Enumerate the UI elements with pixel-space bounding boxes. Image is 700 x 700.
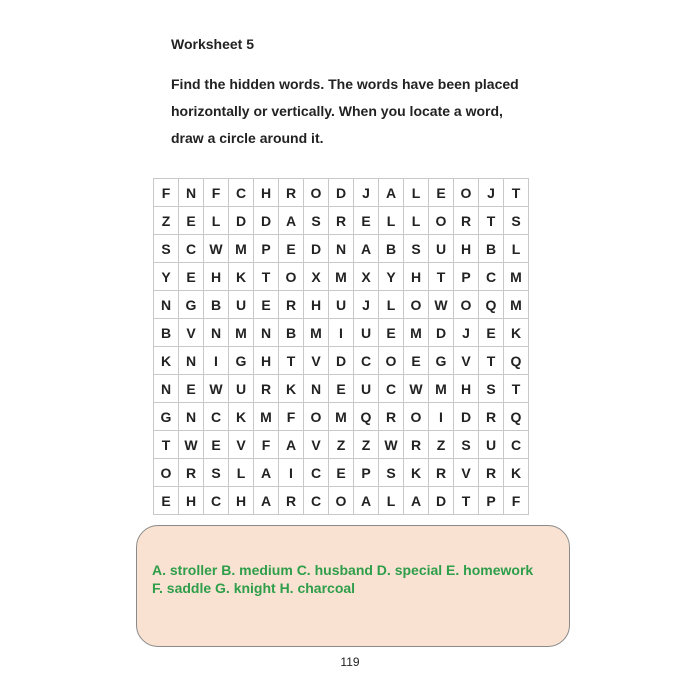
grid-cell[interactable]: T <box>254 263 279 291</box>
grid-cell[interactable]: K <box>504 459 529 487</box>
grid-cell[interactable]: U <box>329 291 354 319</box>
grid-row <box>154 235 529 263</box>
grid-cell[interactable]: R <box>479 459 504 487</box>
grid-row <box>154 347 529 375</box>
instructions <box>171 71 571 152</box>
grid-cell[interactable]: S <box>454 431 479 459</box>
grid-cell[interactable]: N <box>179 347 204 375</box>
grid-cell[interactable]: C <box>479 263 504 291</box>
grid-cell[interactable]: N <box>154 291 179 319</box>
grid-cell[interactable]: C <box>304 487 329 515</box>
grid-cell[interactable]: V <box>454 347 479 375</box>
grid-cell[interactable]: D <box>329 347 354 375</box>
grid-cell[interactable]: H <box>254 179 279 207</box>
grid-cell[interactable]: E <box>179 207 204 235</box>
grid-row <box>154 319 529 347</box>
grid-cell[interactable]: S <box>479 375 504 403</box>
grid-cell[interactable]: H <box>179 487 204 515</box>
grid-cell[interactable]: Q <box>504 403 529 431</box>
grid-cell[interactable]: I <box>329 319 354 347</box>
grid-cell[interactable]: M <box>329 263 354 291</box>
grid-cell[interactable]: I <box>429 403 454 431</box>
grid-cell[interactable]: E <box>279 235 304 263</box>
grid-cell[interactable]: M <box>304 319 329 347</box>
grid-cell[interactable]: M <box>429 375 454 403</box>
grid-cell[interactable]: J <box>354 179 379 207</box>
grid-cell[interactable]: F <box>279 403 304 431</box>
grid-row <box>154 207 529 235</box>
grid-cell[interactable]: R <box>479 403 504 431</box>
grid-cell[interactable]: O <box>304 403 329 431</box>
grid-cell[interactable]: N <box>179 179 204 207</box>
grid-cell[interactable]: Z <box>154 207 179 235</box>
grid-cell[interactable]: A <box>254 459 279 487</box>
grid-cell[interactable]: S <box>304 207 329 235</box>
grid-cell[interactable]: Q <box>479 291 504 319</box>
grid-cell[interactable]: A <box>379 179 404 207</box>
grid-cell[interactable]: S <box>504 207 529 235</box>
grid-cell[interactable]: E <box>204 431 229 459</box>
grid-cell[interactable]: C <box>379 375 404 403</box>
grid-cell[interactable]: T <box>454 487 479 515</box>
grid-cell[interactable]: M <box>404 319 429 347</box>
grid-cell[interactable]: K <box>279 375 304 403</box>
grid-row <box>154 431 529 459</box>
word-list <box>152 561 533 597</box>
grid-cell[interactable]: L <box>379 291 404 319</box>
grid-cell[interactable]: R <box>429 459 454 487</box>
grid-cell[interactable]: D <box>304 235 329 263</box>
grid-cell[interactable]: W <box>404 375 429 403</box>
grid-cell[interactable]: J <box>479 179 504 207</box>
grid-cell[interactable]: Z <box>354 431 379 459</box>
grid-cell[interactable]: M <box>504 263 529 291</box>
grid-row <box>154 459 529 487</box>
grid-cell[interactable]: R <box>329 207 354 235</box>
grid-cell[interactable]: S <box>204 459 229 487</box>
page-number: 119 <box>340 655 360 669</box>
grid-cell[interactable]: I <box>204 347 229 375</box>
grid-cell[interactable]: U <box>354 375 379 403</box>
grid-cell[interactable]: E <box>329 459 354 487</box>
grid-cell[interactable]: W <box>379 431 404 459</box>
grid-cell[interactable]: V <box>304 431 329 459</box>
grid-cell[interactable]: R <box>379 403 404 431</box>
grid-cell[interactable]: B <box>479 235 504 263</box>
grid-cell[interactable]: L <box>504 235 529 263</box>
grid-cell[interactable]: P <box>479 487 504 515</box>
grid-cell[interactable]: O <box>379 347 404 375</box>
grid-cell[interactable]: H <box>454 235 479 263</box>
grid-cell[interactable]: H <box>404 263 429 291</box>
grid-cell[interactable]: F <box>154 179 179 207</box>
grid-cell[interactable]: R <box>179 459 204 487</box>
grid-cell[interactable]: L <box>204 207 229 235</box>
grid-cell[interactable]: B <box>279 319 304 347</box>
grid-cell[interactable]: E <box>179 263 204 291</box>
grid-cell[interactable]: C <box>304 459 329 487</box>
grid-cell[interactable]: O <box>454 291 479 319</box>
grid-cell[interactable]: S <box>379 459 404 487</box>
grid-cell[interactable]: X <box>354 263 379 291</box>
word-list-line: A. stroller B. medium C. husband D. special E. homework <box>152 562 534 578</box>
grid-cell[interactable]: O <box>429 207 454 235</box>
grid-cell[interactable]: O <box>279 263 304 291</box>
grid-cell[interactable]: R <box>279 179 304 207</box>
grid-cell[interactable]: T <box>154 431 179 459</box>
grid-cell[interactable]: H <box>229 487 254 515</box>
grid-cell[interactable]: W <box>204 235 229 263</box>
grid-cell[interactable]: A <box>404 487 429 515</box>
grid-cell[interactable]: N <box>329 235 354 263</box>
grid-cell[interactable]: Q <box>504 347 529 375</box>
grid-cell[interactable]: C <box>179 235 204 263</box>
grid-cell[interactable]: L <box>379 487 404 515</box>
grid-cell[interactable]: E <box>404 347 429 375</box>
grid-cell[interactable]: O <box>404 403 429 431</box>
grid-cell[interactable]: E <box>254 291 279 319</box>
grid-cell[interactable]: K <box>404 459 429 487</box>
grid-cell[interactable]: R <box>404 431 429 459</box>
grid-cell[interactable]: O <box>154 459 179 487</box>
grid-cell[interactable]: T <box>504 179 529 207</box>
grid-cell[interactable]: V <box>179 319 204 347</box>
grid-cell[interactable]: F <box>254 431 279 459</box>
grid-cell[interactable]: P <box>354 459 379 487</box>
grid-cell[interactable]: C <box>204 403 229 431</box>
grid-cell[interactable]: A <box>354 235 379 263</box>
grid-row <box>154 487 529 515</box>
grid-cell[interactable]: A <box>354 487 379 515</box>
grid-cell[interactable]: G <box>179 291 204 319</box>
grid-cell[interactable]: L <box>379 207 404 235</box>
grid-cell[interactable]: D <box>329 179 354 207</box>
grid-cell[interactable]: H <box>254 347 279 375</box>
grid-cell[interactable]: E <box>154 487 179 515</box>
grid-cell[interactable]: E <box>354 207 379 235</box>
grid-cell[interactable]: X <box>304 263 329 291</box>
grid-cell[interactable]: R <box>254 375 279 403</box>
grid-cell[interactable]: L <box>404 207 429 235</box>
grid-cell[interactable]: M <box>229 235 254 263</box>
grid-cell[interactable]: R <box>454 207 479 235</box>
grid-cell[interactable]: U <box>354 319 379 347</box>
grid-cell[interactable]: K <box>504 319 529 347</box>
grid-cell[interactable]: O <box>304 179 329 207</box>
grid-cell[interactable]: H <box>204 263 229 291</box>
grid-cell[interactable]: Y <box>379 263 404 291</box>
grid-cell[interactable]: S <box>404 235 429 263</box>
grid-cell[interactable]: U <box>229 291 254 319</box>
grid-cell[interactable]: G <box>429 347 454 375</box>
grid-cell[interactable]: D <box>254 207 279 235</box>
grid-cell[interactable]: O <box>454 179 479 207</box>
grid-cell[interactable]: M <box>329 403 354 431</box>
grid-cell[interactable]: O <box>329 487 354 515</box>
grid-cell[interactable]: D <box>429 319 454 347</box>
grid-cell[interactable]: N <box>204 319 229 347</box>
grid-cell[interactable]: L <box>229 459 254 487</box>
grid-cell[interactable]: N <box>179 403 204 431</box>
grid-cell[interactable]: J <box>354 291 379 319</box>
grid-cell[interactable]: N <box>254 319 279 347</box>
grid-cell[interactable]: E <box>479 319 504 347</box>
grid-cell[interactable]: J <box>454 319 479 347</box>
grid-cell[interactable]: N <box>154 375 179 403</box>
grid-cell[interactable]: F <box>204 179 229 207</box>
grid-row <box>154 375 529 403</box>
grid-cell[interactable]: A <box>279 431 304 459</box>
grid-cell[interactable]: R <box>279 487 304 515</box>
instruction-line: horizontally or vertically. When you locate a word, <box>171 103 503 119</box>
grid-cell[interactable]: W <box>429 291 454 319</box>
grid-cell[interactable]: O <box>404 291 429 319</box>
grid-cell[interactable]: Z <box>429 431 454 459</box>
grid-cell[interactable]: C <box>504 431 529 459</box>
grid-cell[interactable]: S <box>154 235 179 263</box>
grid-cell[interactable]: H <box>304 291 329 319</box>
grid-row <box>154 403 529 431</box>
grid-cell[interactable]: A <box>279 207 304 235</box>
grid-cell[interactable]: C <box>229 179 254 207</box>
grid-cell[interactable]: T <box>479 347 504 375</box>
grid-cell[interactable]: V <box>454 459 479 487</box>
grid-cell[interactable]: H <box>454 375 479 403</box>
grid-cell[interactable]: P <box>254 235 279 263</box>
grid-cell[interactable]: T <box>279 347 304 375</box>
grid-cell[interactable]: V <box>304 347 329 375</box>
grid-cell[interactable]: D <box>454 403 479 431</box>
grid-cell[interactable]: C <box>354 347 379 375</box>
grid-cell[interactable]: G <box>229 347 254 375</box>
grid-cell[interactable]: E <box>179 375 204 403</box>
grid-cell[interactable]: T <box>504 375 529 403</box>
grid-cell[interactable]: P <box>454 263 479 291</box>
grid-cell[interactable]: E <box>329 375 354 403</box>
grid-cell[interactable]: W <box>179 431 204 459</box>
grid-cell[interactable]: D <box>229 207 254 235</box>
grid-cell[interactable]: N <box>304 375 329 403</box>
grid-cell[interactable]: U <box>479 431 504 459</box>
grid-cell[interactable]: D <box>429 487 454 515</box>
grid-cell[interactable]: B <box>379 235 404 263</box>
grid-cell[interactable]: M <box>229 319 254 347</box>
grid-cell[interactable]: Z <box>329 431 354 459</box>
grid-cell[interactable]: K <box>229 403 254 431</box>
grid-cell[interactable]: F <box>504 487 529 515</box>
grid-cell[interactable]: M <box>504 291 529 319</box>
grid-cell[interactable]: V <box>229 431 254 459</box>
grid-cell[interactable]: U <box>429 235 454 263</box>
grid-cell[interactable]: T <box>479 207 504 235</box>
worksheet-title: Worksheet 5 <box>171 36 254 52</box>
word-search-grid <box>153 178 529 515</box>
instruction-line: Find the hidden words. The words have been placed <box>171 76 519 92</box>
grid-cell[interactable]: E <box>379 319 404 347</box>
grid-cell[interactable]: G <box>154 403 179 431</box>
instruction-line: draw a circle around it. <box>171 130 324 146</box>
grid-cell[interactable]: B <box>154 319 179 347</box>
grid-cell[interactable]: C <box>204 487 229 515</box>
grid-row <box>154 291 529 319</box>
word-list-line: F. saddle G. knight H. charcoal <box>152 580 356 596</box>
grid-cell[interactable]: M <box>254 403 279 431</box>
grid-cell[interactable]: W <box>204 375 229 403</box>
grid-cell[interactable]: Q <box>354 403 379 431</box>
grid-cell[interactable]: U <box>229 375 254 403</box>
grid-cell[interactable]: B <box>204 291 229 319</box>
grid-cell[interactable]: A <box>254 487 279 515</box>
grid-cell[interactable]: K <box>229 263 254 291</box>
grid-cell[interactable]: E <box>429 179 454 207</box>
grid-cell[interactable]: K <box>154 347 179 375</box>
grid-row <box>154 179 529 207</box>
grid-cell[interactable]: L <box>404 179 429 207</box>
grid-cell[interactable]: R <box>279 291 304 319</box>
grid-cell[interactable]: T <box>429 263 454 291</box>
grid-cell[interactable]: I <box>279 459 304 487</box>
grid-row <box>154 263 529 291</box>
grid-cell[interactable]: Y <box>154 263 179 291</box>
